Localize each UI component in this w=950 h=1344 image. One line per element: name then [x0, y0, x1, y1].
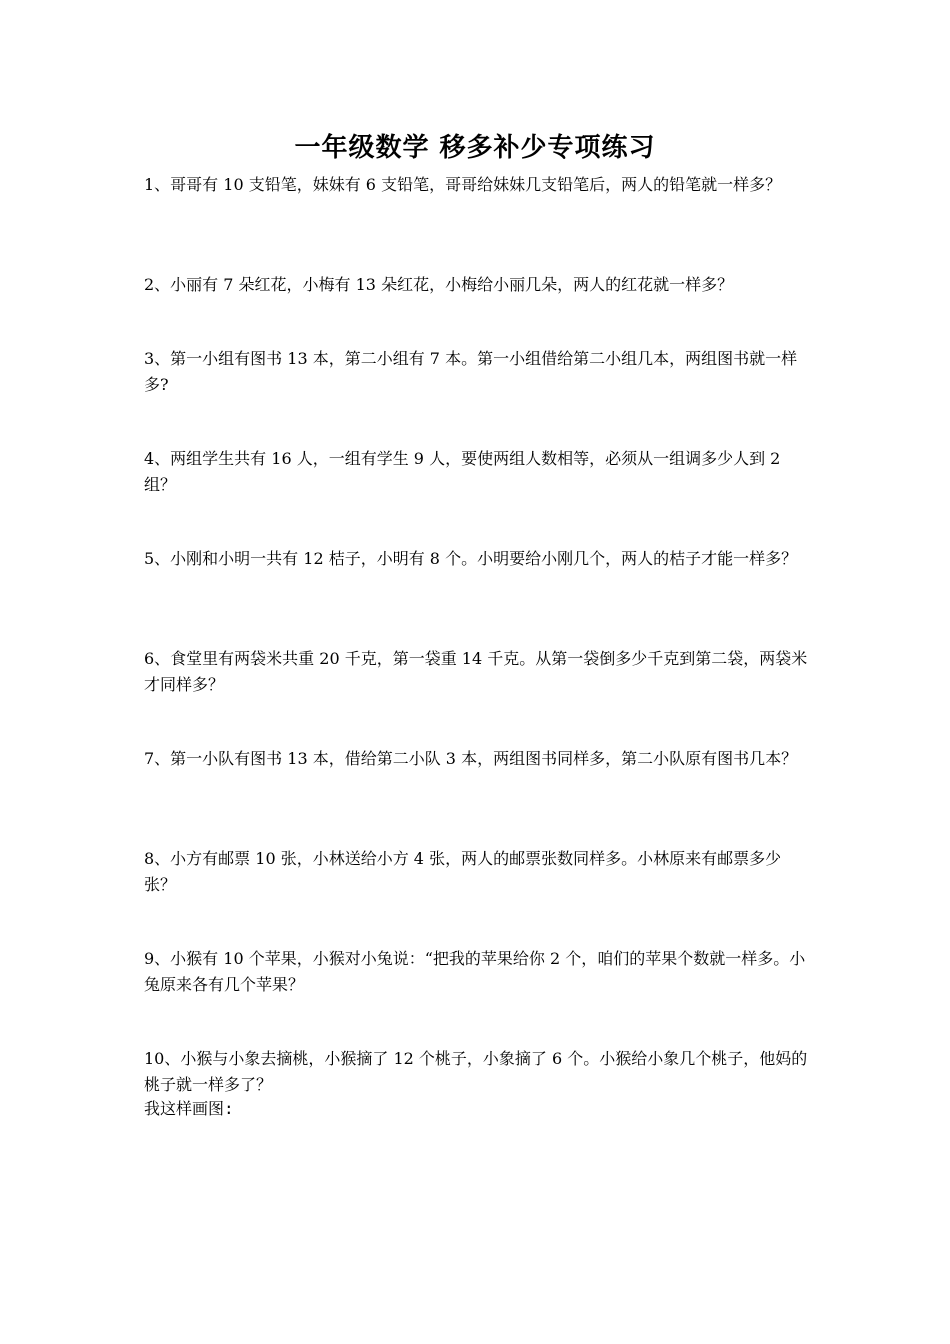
question-9: 9、小猴有 10 个苹果，小猴对小兔说：“把我的苹果给你 2 个，咱们的苹果个数就一样多。小兔原来各有几个苹果？ — [144, 949, 806, 994]
question-5: 5、小刚和小明一共有 12 桔子，小明有 8 个。小明要给小刚几个，两人的桔子才能一样多？ — [144, 549, 798, 568]
question-10: 10、小猴与小象去摘桃，小猴摘了 12 个桃子，小象摘了 6 个。小猴给小象几个桃子，他妈的桃子就一样多了？ — [144, 1049, 808, 1094]
question-2: 2、小丽有 7 朵红花，小梅有 13 朵红花，小梅给小丽几朵，两人的红花就一样多？ — [144, 275, 734, 294]
question-3: 3、第一小组有图书 13 本，第二小组有 7 本。第一小组借给第二小组几本，两组图书就一样多? — [144, 349, 798, 394]
question-6: 6、食堂里有两袋米共重 20 千克，第一袋重 14 千克。从第一袋倒多少千克到第二袋，两袋米才同样多？ — [144, 649, 808, 694]
drawing-note: 我这样画图: — [144, 1099, 234, 1118]
page-title: 一年级数学 移多补少专项练习 — [294, 133, 656, 163]
question-1: 1、哥哥有 10 支铅笔，妹妹有 6 支铅笔，哥哥给妹妹几支铅笔后，两人的铅笔就一样多？ — [144, 175, 782, 194]
question-8: 8、小方有邮票 10 张，小林送给小方 4 张，两人的邮票张数同样多。小林原来有邮票多少张？ — [144, 849, 782, 894]
question-7: 7、第一小队有图书 13 本，借给第二小队 3 本，两组图书同样多，第二小队原有图书几本？ — [144, 749, 798, 768]
question-4: 4、两组学生共有 16 人，一组有学生 9 人，要使两组人数相等，必须从一组调多少人到 2 组？ — [144, 449, 781, 494]
